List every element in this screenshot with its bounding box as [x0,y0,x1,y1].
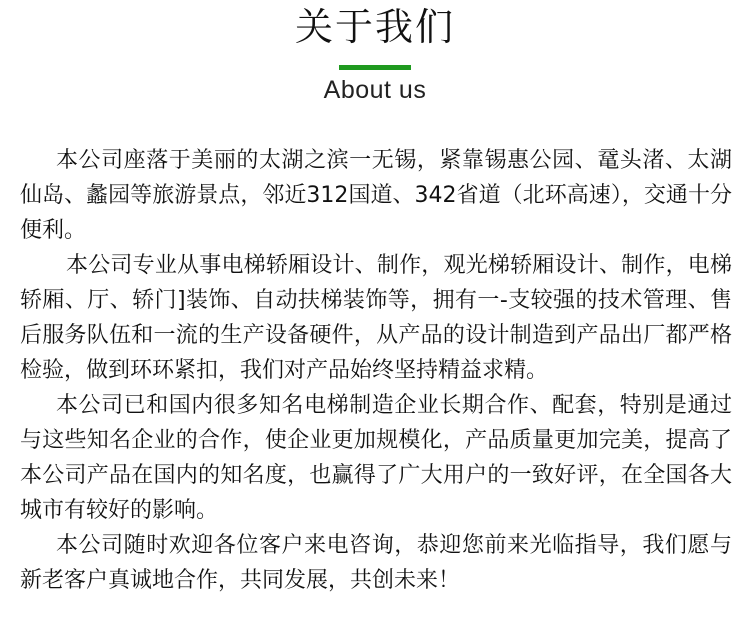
about-body [20,143,732,598]
paragraph-business: 本公司专业从事电梯轿厢设计、制作，观光梯轿厢设计、制作，电梯轿厢、厅、轿门]装饰、自动扶梯装饰等，拥有一-支较强的技术管理、售后服务队伍和一流的生产设备硬件，从产品的设计制造到产品出厂都严格检验，做到环环紧扣，我们对产品始终坚持精益求精。 [20,253,732,383]
paragraph-location: 本公司座落于美丽的太湖之滨一无锡，紧靠锡惠公园、鼋头渚、太湖仙岛、蠡园等旅游景点，邻近312国道、342省道（北环高速），交通十分便利。 [20,148,732,243]
paragraph-welcome: 本公司随时欢迎各位客户来电咨询，恭迎您前来光临指导，我们愿与新老客户真诚地合作，共同发展，共创未来！ [20,533,732,593]
page-title: 关于我们 [294,5,455,49]
page-subtitle: About us [323,76,427,104]
title-underline [339,65,411,70]
paragraph-partners: 本公司已和国内很多知名电梯制造企业长期合作、配套，特别是通过与这些知名企业的合作，使企业更加规模化，产品质量更加完美，提高了本公司产品在国内的知名度，也赢得了广大用户的一致好评，在全国各大城市有较好的影响。 [20,393,732,523]
